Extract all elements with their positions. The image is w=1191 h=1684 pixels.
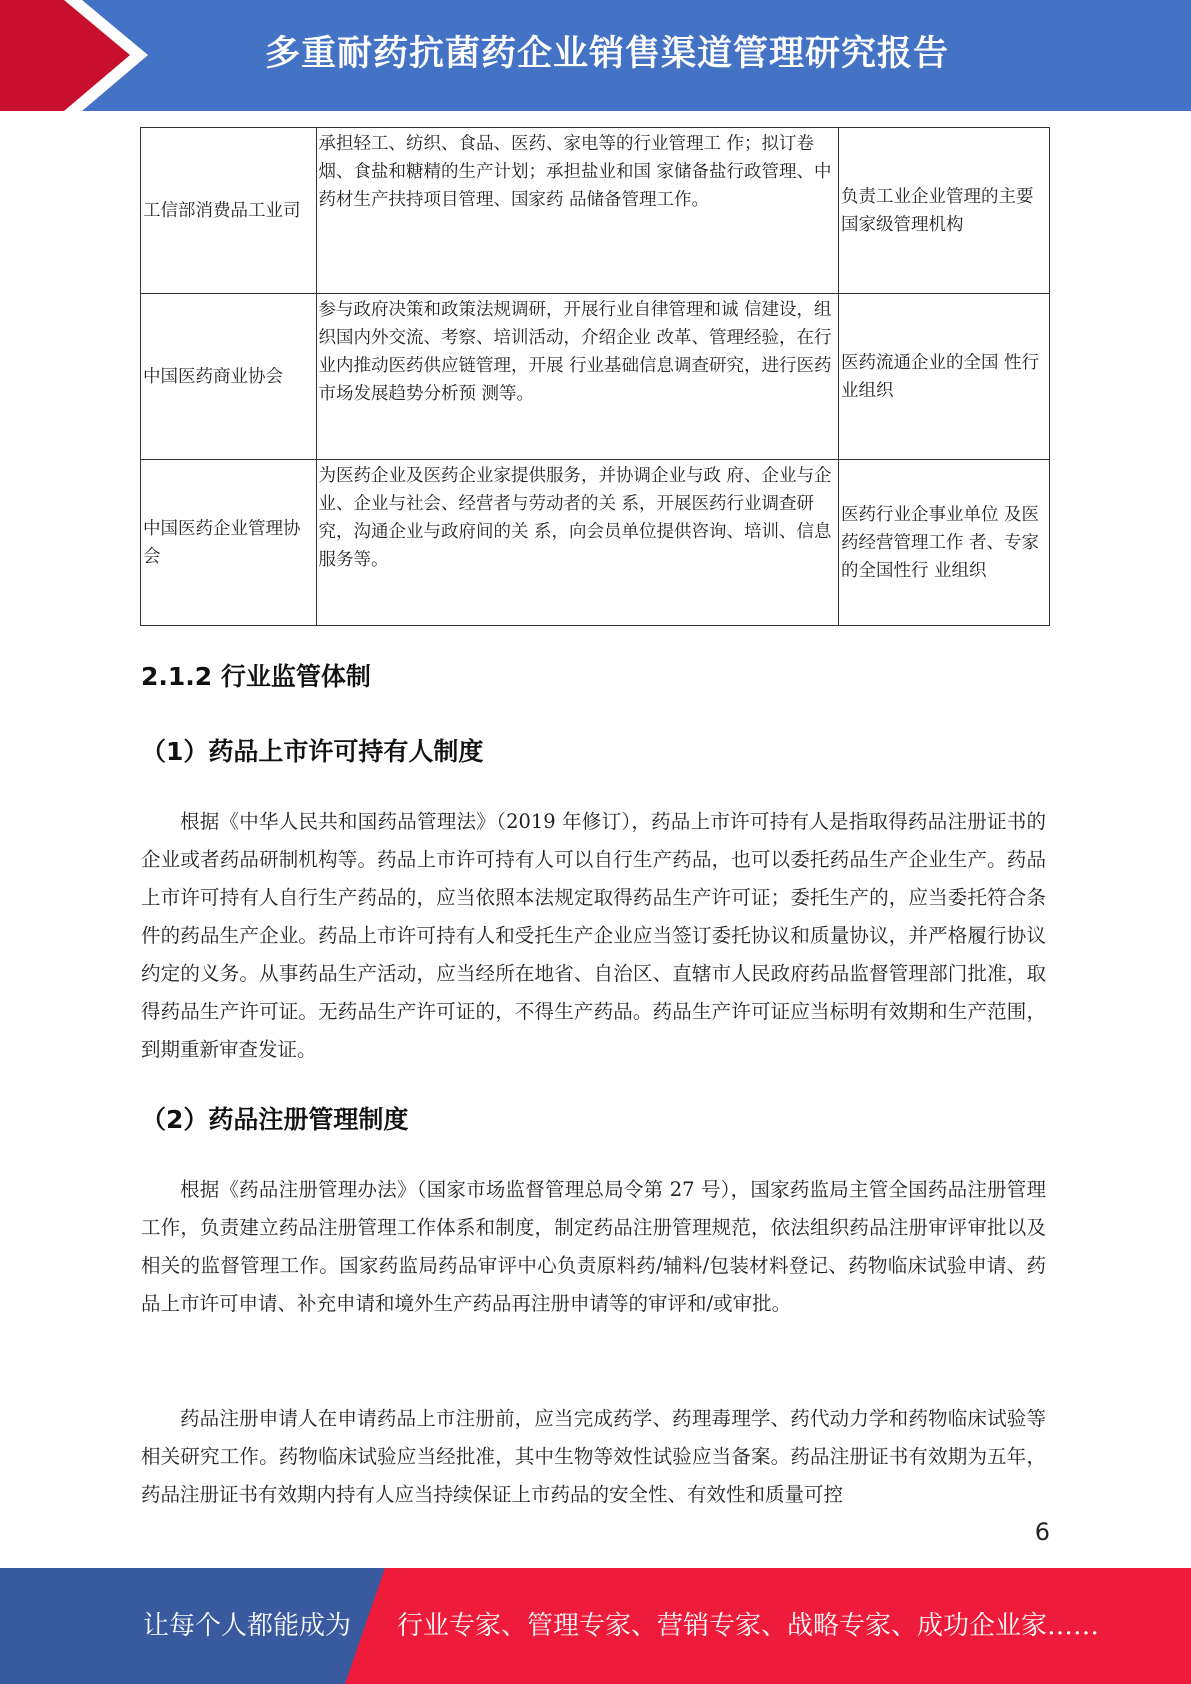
paragraph-mah-system: 根据《中华人民共和国药品管理法》（2019 年修订），药品上市许可持有人是指取得药品注册证书的企业或者药品研制机构等。药品上市许可持有人可以自行生产药品，也可以委托药品生产企业生产。药品上市许可持有人自行生产药品的，应当依照本法规定取得药品生产许可证；委托生产的，应当委托符合条件的药品生产企业。药品上市许可持有人和受托生产企业应当签订委托协议和质量协议，并严格履行协议约定的义务。从事药品生产活动，应当经所在地省、自治区、直辖市人民政府药品监督管理部门批准，取得药品生产许可证。无药品生产许可证的，不得生产药品。药品生产许可证应当标明有效期和生产范围，到期重新审查发证。 — [141, 810, 1046, 1061]
header-red-arrow-decoration — [0, 0, 160, 111]
subsection-heading-1: （1）药品上市许可持有人制度 — [141, 737, 484, 766]
paragraph-registration-1: 根据《药品注册管理办法》（国家市场监督管理总局令第 27 号），国家药监局主管全国药品注册管理工作，负责建立药品注册管理工作体系和制度，制定药品注册管理规范，依法组织药品注册审评审批以及相关的监督管理工作。国家药监局药品审评中心负责原料药/辅料/包装材料登记、药物临床试验申请、药品上市许可申请、补充申请和境外生产药品再注册申请等的审评和/或审批。 — [141, 1178, 1046, 1315]
report-header-band — [0, 0, 1191, 111]
org-name-cell: 工信部消费品工业司 — [141, 128, 317, 294]
table-row — [141, 294, 1050, 460]
subsection-heading-2: （2）药品注册管理制度 — [141, 1105, 409, 1134]
org-role-cell: 医药行业企事业单位 及医药经营管理工作 者、专家的全国性行 业组织 — [838, 460, 1049, 626]
footer-slogan-right: 行业专家、管理专家、营销专家、战略专家、成功企业家…… — [397, 1611, 1100, 1641]
org-description-cell: 参与政府决策和政策法规调研，开展行业自律管理和诚 信建设，组织国内外交流、考察、培训活动，介绍企业 改革、管理经验，在行业内推动医药供应链管理，开展 行业基础信息调查研究，进行医药市场发展趋势分析预 测等。 — [316, 294, 838, 460]
org-role-cell: 医药流通企业的全国 性行业组织 — [838, 294, 1049, 460]
report-footer-band — [0, 1568, 1191, 1684]
org-description-cell: 承担轻工、纺织、食品、医药、家电等的行业管理工 作；拟订卷烟、食盐和糖精的生产计划；承担盐业和国 家储备盐行政管理、中药材生产扶持项目管理、国家药 品储备管理工作。 — [316, 128, 838, 294]
org-description-cell: 为医药企业及医药企业家提供服务，并协调企业与政 府、企业与企业、企业与社会、经营者与劳动者的关 系，开展医药行业调查研究，沟通企业与政府间的关 系，向会员单位提供咨询、培训、信息服务等。 — [316, 460, 838, 626]
table-row — [141, 460, 1050, 626]
report-title: 多重耐药抗菌药企业销售渠道管理研究报告 — [265, 34, 950, 74]
industry-organizations-table — [140, 127, 1050, 626]
org-name-cell: 中国医药商业协会 — [141, 294, 317, 460]
footer-slogan-left: 让每个人都能成为 — [143, 1611, 352, 1641]
paragraph-registration-2: 药品注册申请人在申请药品上市注册前，应当完成药学、药理毒理学、药代动力学和药物临床试验等相关研究工作。药物临床试验应当经批准，其中生物等效性试验应当备案。药品注册证书有效期为五年，药品注册证书有效期内持有人应当持续保证上市药品的安全性、有效性和质量可控 — [141, 1407, 1046, 1506]
section-heading: 2.1.2 行业监管体制 — [141, 662, 371, 691]
org-role-cell: 负责工业企业管理的主要国家级管理机构 — [838, 128, 1049, 294]
table-row — [141, 128, 1050, 294]
page-number: 6 — [1034, 1518, 1050, 1546]
org-name-cell: 中国医药企业管理协会 — [141, 460, 317, 626]
